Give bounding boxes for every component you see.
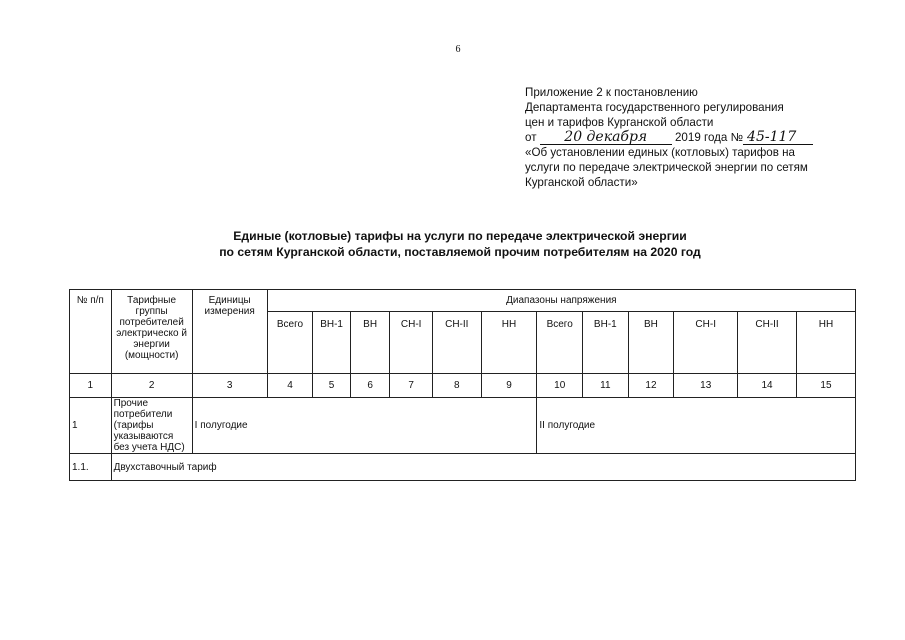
- col-number: 11: [583, 374, 629, 398]
- col-number: 9: [481, 374, 537, 398]
- subhead-cell: ВН-1: [583, 312, 629, 374]
- row-num: 1: [70, 398, 112, 454]
- tariff-table: [69, 289, 856, 481]
- appendix-line-5: «Об установлении единых (котловых) тарифов на: [525, 146, 795, 159]
- document-title: [60, 228, 860, 260]
- header-voltage-ranges: Диапазоны напряжения: [267, 290, 855, 312]
- col-number: 7: [390, 374, 433, 398]
- appendix-header: [525, 85, 895, 190]
- appendix-line-3: цен и тарифов Курганской области: [525, 116, 714, 129]
- table-row: [70, 454, 856, 481]
- title-line-2: по сетям Курганской области, поставляемой прочим потребителям на 2020 год: [219, 245, 701, 259]
- subhead-cell: НН: [481, 312, 537, 374]
- appendix-date-line: [525, 130, 895, 145]
- subhead-cell: ВН: [628, 312, 674, 374]
- half-year-2: II полугодие: [537, 398, 856, 454]
- col-number: 4: [267, 374, 313, 398]
- handwritten-number: 45-117: [743, 131, 813, 145]
- appendix-line-1: Приложение 2 к постановлению: [525, 86, 698, 99]
- subhead-cell: СН-I: [390, 312, 433, 374]
- subhead-cell: ВН: [350, 312, 390, 374]
- subhead-cell: СН-II: [432, 312, 481, 374]
- date-prefix: от: [525, 131, 537, 144]
- col-number: 5: [313, 374, 351, 398]
- table-header-row: [70, 290, 856, 312]
- col-number: 8: [432, 374, 481, 398]
- subhead-cell: СН-II: [738, 312, 797, 374]
- subhead-cell: НН: [796, 312, 855, 374]
- appendix-line-7: Курганской области»: [525, 176, 638, 189]
- handwritten-date: 20 декабря: [540, 131, 672, 145]
- col-number: 15: [796, 374, 855, 398]
- appendix-line-2: Департамента государственного регулирования: [525, 101, 784, 114]
- subhead-cell: СН-I: [674, 312, 738, 374]
- row-group: Двухставочный тариф: [111, 454, 855, 481]
- row-group: Прочие потребители (тарифы указываются без учета НДС): [111, 398, 192, 454]
- subhead-cell: Всего: [267, 312, 313, 374]
- half-year-1: I полугодие: [192, 398, 537, 454]
- col-number: 10: [537, 374, 583, 398]
- header-num: № п/п: [70, 290, 112, 374]
- col-number: 6: [350, 374, 390, 398]
- col-number: 2: [111, 374, 192, 398]
- appendix-line-6: услуги по передаче электрической энергии по сетям: [525, 161, 808, 174]
- title-line-1: Единые (котловые) тарифы на услуги по передаче электрической энергии: [233, 229, 687, 243]
- col-number: 14: [738, 374, 797, 398]
- subhead-cell: Всего: [537, 312, 583, 374]
- col-number: 3: [192, 374, 267, 398]
- header-groups: Тарифные группы потребителей электрическо й энергии (мощности): [111, 290, 192, 374]
- header-units: Единицы измерения: [192, 290, 267, 374]
- subhead-cell: ВН-1: [313, 312, 351, 374]
- col-number: 12: [628, 374, 674, 398]
- col-number: 1: [70, 374, 112, 398]
- column-number-row: [70, 374, 856, 398]
- table-row: [70, 398, 856, 454]
- row-num: 1.1.: [70, 454, 112, 481]
- page-number: 6: [455, 44, 461, 55]
- col-number: 13: [674, 374, 738, 398]
- date-year: 2019 года №: [674, 131, 744, 144]
